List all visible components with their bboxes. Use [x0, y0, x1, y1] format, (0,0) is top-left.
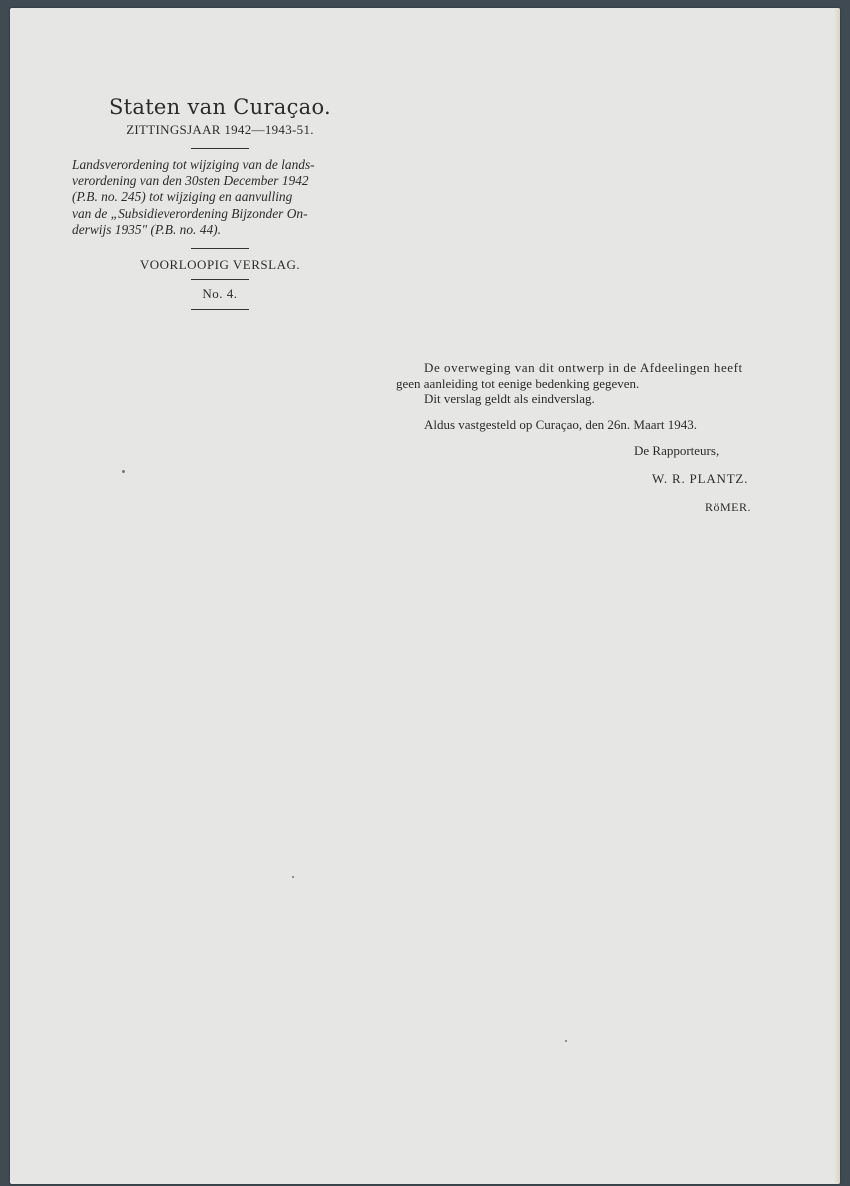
report-type: VOORLOOPIG VERSLAG. [139, 257, 301, 273]
subject-line: van de „Subsidieverordening Bijzonder On- [72, 205, 308, 221]
subject-line: derwijs 1935" (P.B. no. 44). [72, 221, 221, 237]
subject-line: Landsverordening tot wijziging van de lands- [72, 157, 315, 172]
divider [191, 148, 249, 149]
session-year: ZITTINGSJAAR 1942—1943-51. [126, 122, 314, 137]
paper-speck [565, 1040, 567, 1042]
divider [191, 248, 249, 249]
divider [191, 279, 249, 280]
signatory: RöMER. [705, 500, 752, 514]
rapporteurs-label: De Rapporteurs, [634, 443, 720, 458]
report-body [396, 360, 806, 516]
paper-speck [292, 876, 294, 878]
report-number: No. 4. [202, 286, 238, 302]
subject-line: verordening van den 30sten December 1942 [72, 173, 309, 189]
paragraph-line: geen aanleiding tot eenige bedenking gegeven. [396, 375, 640, 391]
document-page [10, 8, 840, 1184]
date-line: Aldus vastgesteld op Curaçao, den 26n. Maart 1943. [424, 416, 697, 432]
signatory: W. R. PLANTZ. [652, 470, 749, 486]
subject-text [70, 157, 370, 238]
document-title: Staten van Curaçao. [108, 95, 332, 119]
paragraph-line: De overweging van dit ontwerp in de Afdeelingen heeft [424, 360, 743, 375]
paper-speck [122, 470, 125, 473]
document-header [70, 94, 370, 318]
subject-line: (P.B. no. 245) tot wijziging en aanvulling [72, 189, 293, 205]
divider [191, 309, 249, 310]
paragraph: Dit verslag geldt als eindverslag. [424, 391, 595, 406]
